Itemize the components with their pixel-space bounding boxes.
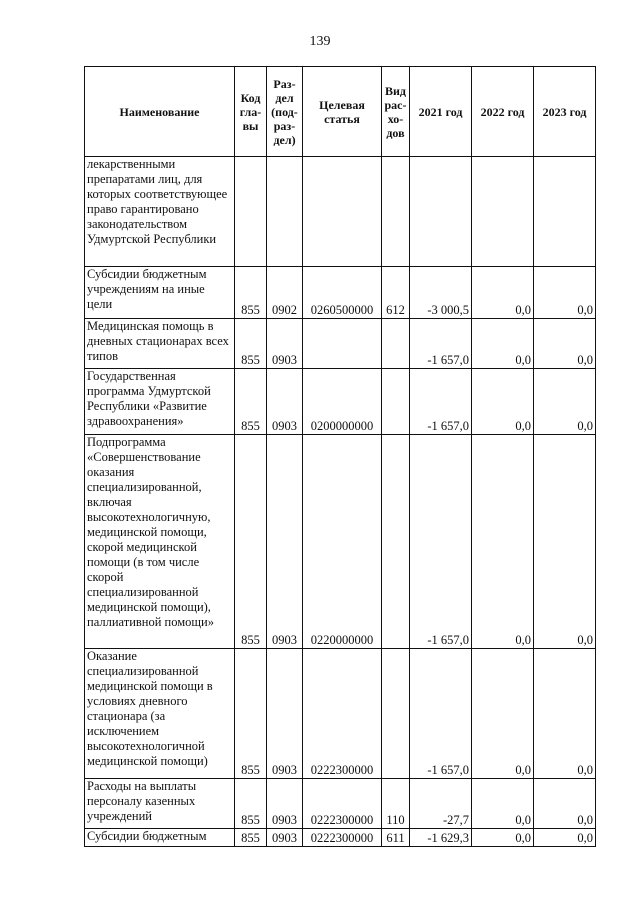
row-vid bbox=[382, 157, 410, 267]
row-2022: 0,0 bbox=[472, 267, 534, 319]
row-2022 bbox=[472, 157, 534, 267]
header-statya: Целевая статья bbox=[303, 67, 382, 157]
header-razdel: Раз-дел (под-раз-дел) bbox=[267, 67, 303, 157]
table-row bbox=[85, 435, 596, 649]
row-2021 bbox=[410, 157, 472, 267]
row-name: Подпрограмма «Совершенствование оказания специализированной, включая высокотехнологичную, медицинской помощи, скорой медицинской помощи (в том числе скорой специализированной медицинской помощи), паллиативной помощи» bbox=[85, 435, 235, 649]
row-vid bbox=[382, 369, 410, 435]
row-2023 bbox=[534, 157, 596, 267]
row-vid bbox=[382, 435, 410, 649]
table-row bbox=[85, 829, 596, 847]
header-2023: 2023 год bbox=[534, 67, 596, 157]
row-statya: 0220000000 bbox=[303, 435, 382, 649]
row-razdel: 0903 bbox=[267, 319, 303, 369]
row-2023: 0,0 bbox=[534, 319, 596, 369]
row-statya: 0260500000 bbox=[303, 267, 382, 319]
row-statya: 0200000000 bbox=[303, 369, 382, 435]
row-statya bbox=[303, 157, 382, 267]
row-2021: -27,7 bbox=[410, 779, 472, 829]
header-2021: 2021 год bbox=[410, 67, 472, 157]
table-row bbox=[85, 779, 596, 829]
row-2021: -1 657,0 bbox=[410, 319, 472, 369]
row-name: Государственная программа Удмуртской Республики «Развитие здравоохранения» bbox=[85, 369, 235, 435]
row-2023: 0,0 bbox=[534, 435, 596, 649]
row-razdel: 0903 bbox=[267, 435, 303, 649]
table-row bbox=[85, 157, 596, 267]
row-razdel: 0903 bbox=[267, 829, 303, 847]
table-row bbox=[85, 369, 596, 435]
row-2022: 0,0 bbox=[472, 829, 534, 847]
row-2021: -1 657,0 bbox=[410, 649, 472, 779]
row-2023: 0,0 bbox=[534, 649, 596, 779]
row-name: Оказание специализированной медицинской помощи в условиях дневного стационара (за исключением высокотехнологичной медицинской помощи) bbox=[85, 649, 235, 779]
row-2023: 0,0 bbox=[534, 829, 596, 847]
row-name: Медицинская помощь в дневных стационарах всех типов bbox=[85, 319, 235, 369]
row-vid: 110 bbox=[382, 779, 410, 829]
row-2023: 0,0 bbox=[534, 267, 596, 319]
row-name: лекарственными препаратами лиц, для которых соответствующее право гарантировано законодательством Удмуртской Республики bbox=[85, 157, 235, 267]
row-glava: 855 bbox=[235, 829, 267, 847]
row-razdel bbox=[267, 157, 303, 267]
row-glava: 855 bbox=[235, 779, 267, 829]
table-header-row bbox=[85, 67, 596, 157]
row-statya: 0222300000 bbox=[303, 829, 382, 847]
row-statya bbox=[303, 319, 382, 369]
row-razdel: 0902 bbox=[267, 267, 303, 319]
budget-table bbox=[84, 66, 596, 847]
row-2021: -3 000,5 bbox=[410, 267, 472, 319]
row-vid: 611 bbox=[382, 829, 410, 847]
row-vid bbox=[382, 649, 410, 779]
row-name: Расходы на выплаты персоналу казенных учреждений bbox=[85, 779, 235, 829]
row-2023: 0,0 bbox=[534, 369, 596, 435]
row-2022: 0,0 bbox=[472, 649, 534, 779]
row-2021: -1 657,0 bbox=[410, 369, 472, 435]
row-glava: 855 bbox=[235, 435, 267, 649]
row-2021: -1 657,0 bbox=[410, 435, 472, 649]
row-razdel: 0903 bbox=[267, 649, 303, 779]
header-glava: Код гла-вы bbox=[235, 67, 267, 157]
row-razdel: 0903 bbox=[267, 369, 303, 435]
row-vid: 612 bbox=[382, 267, 410, 319]
row-2022: 0,0 bbox=[472, 369, 534, 435]
row-statya: 0222300000 bbox=[303, 779, 382, 829]
row-2023: 0,0 bbox=[534, 779, 596, 829]
row-razdel: 0903 bbox=[267, 779, 303, 829]
table-row bbox=[85, 267, 596, 319]
row-2022: 0,0 bbox=[472, 779, 534, 829]
header-name: Наименование bbox=[85, 67, 235, 157]
header-2022: 2022 год bbox=[472, 67, 534, 157]
row-glava bbox=[235, 157, 267, 267]
row-name: Субсидии бюджетным bbox=[85, 829, 235, 847]
row-name: Субсидии бюджетным учреждениям на иные цели bbox=[85, 267, 235, 319]
page-number: 139 bbox=[309, 34, 331, 49]
table-row bbox=[85, 649, 596, 779]
row-2021: -1 629,3 bbox=[410, 829, 472, 847]
row-2022: 0,0 bbox=[472, 435, 534, 649]
row-glava: 855 bbox=[235, 649, 267, 779]
row-glava: 855 bbox=[235, 319, 267, 369]
row-vid bbox=[382, 319, 410, 369]
table-row bbox=[85, 319, 596, 369]
row-2022: 0,0 bbox=[472, 319, 534, 369]
row-glava: 855 bbox=[235, 369, 267, 435]
row-glava: 855 bbox=[235, 267, 267, 319]
row-statya: 0222300000 bbox=[303, 649, 382, 779]
header-vid: Вид рас-хо-дов bbox=[382, 67, 410, 157]
